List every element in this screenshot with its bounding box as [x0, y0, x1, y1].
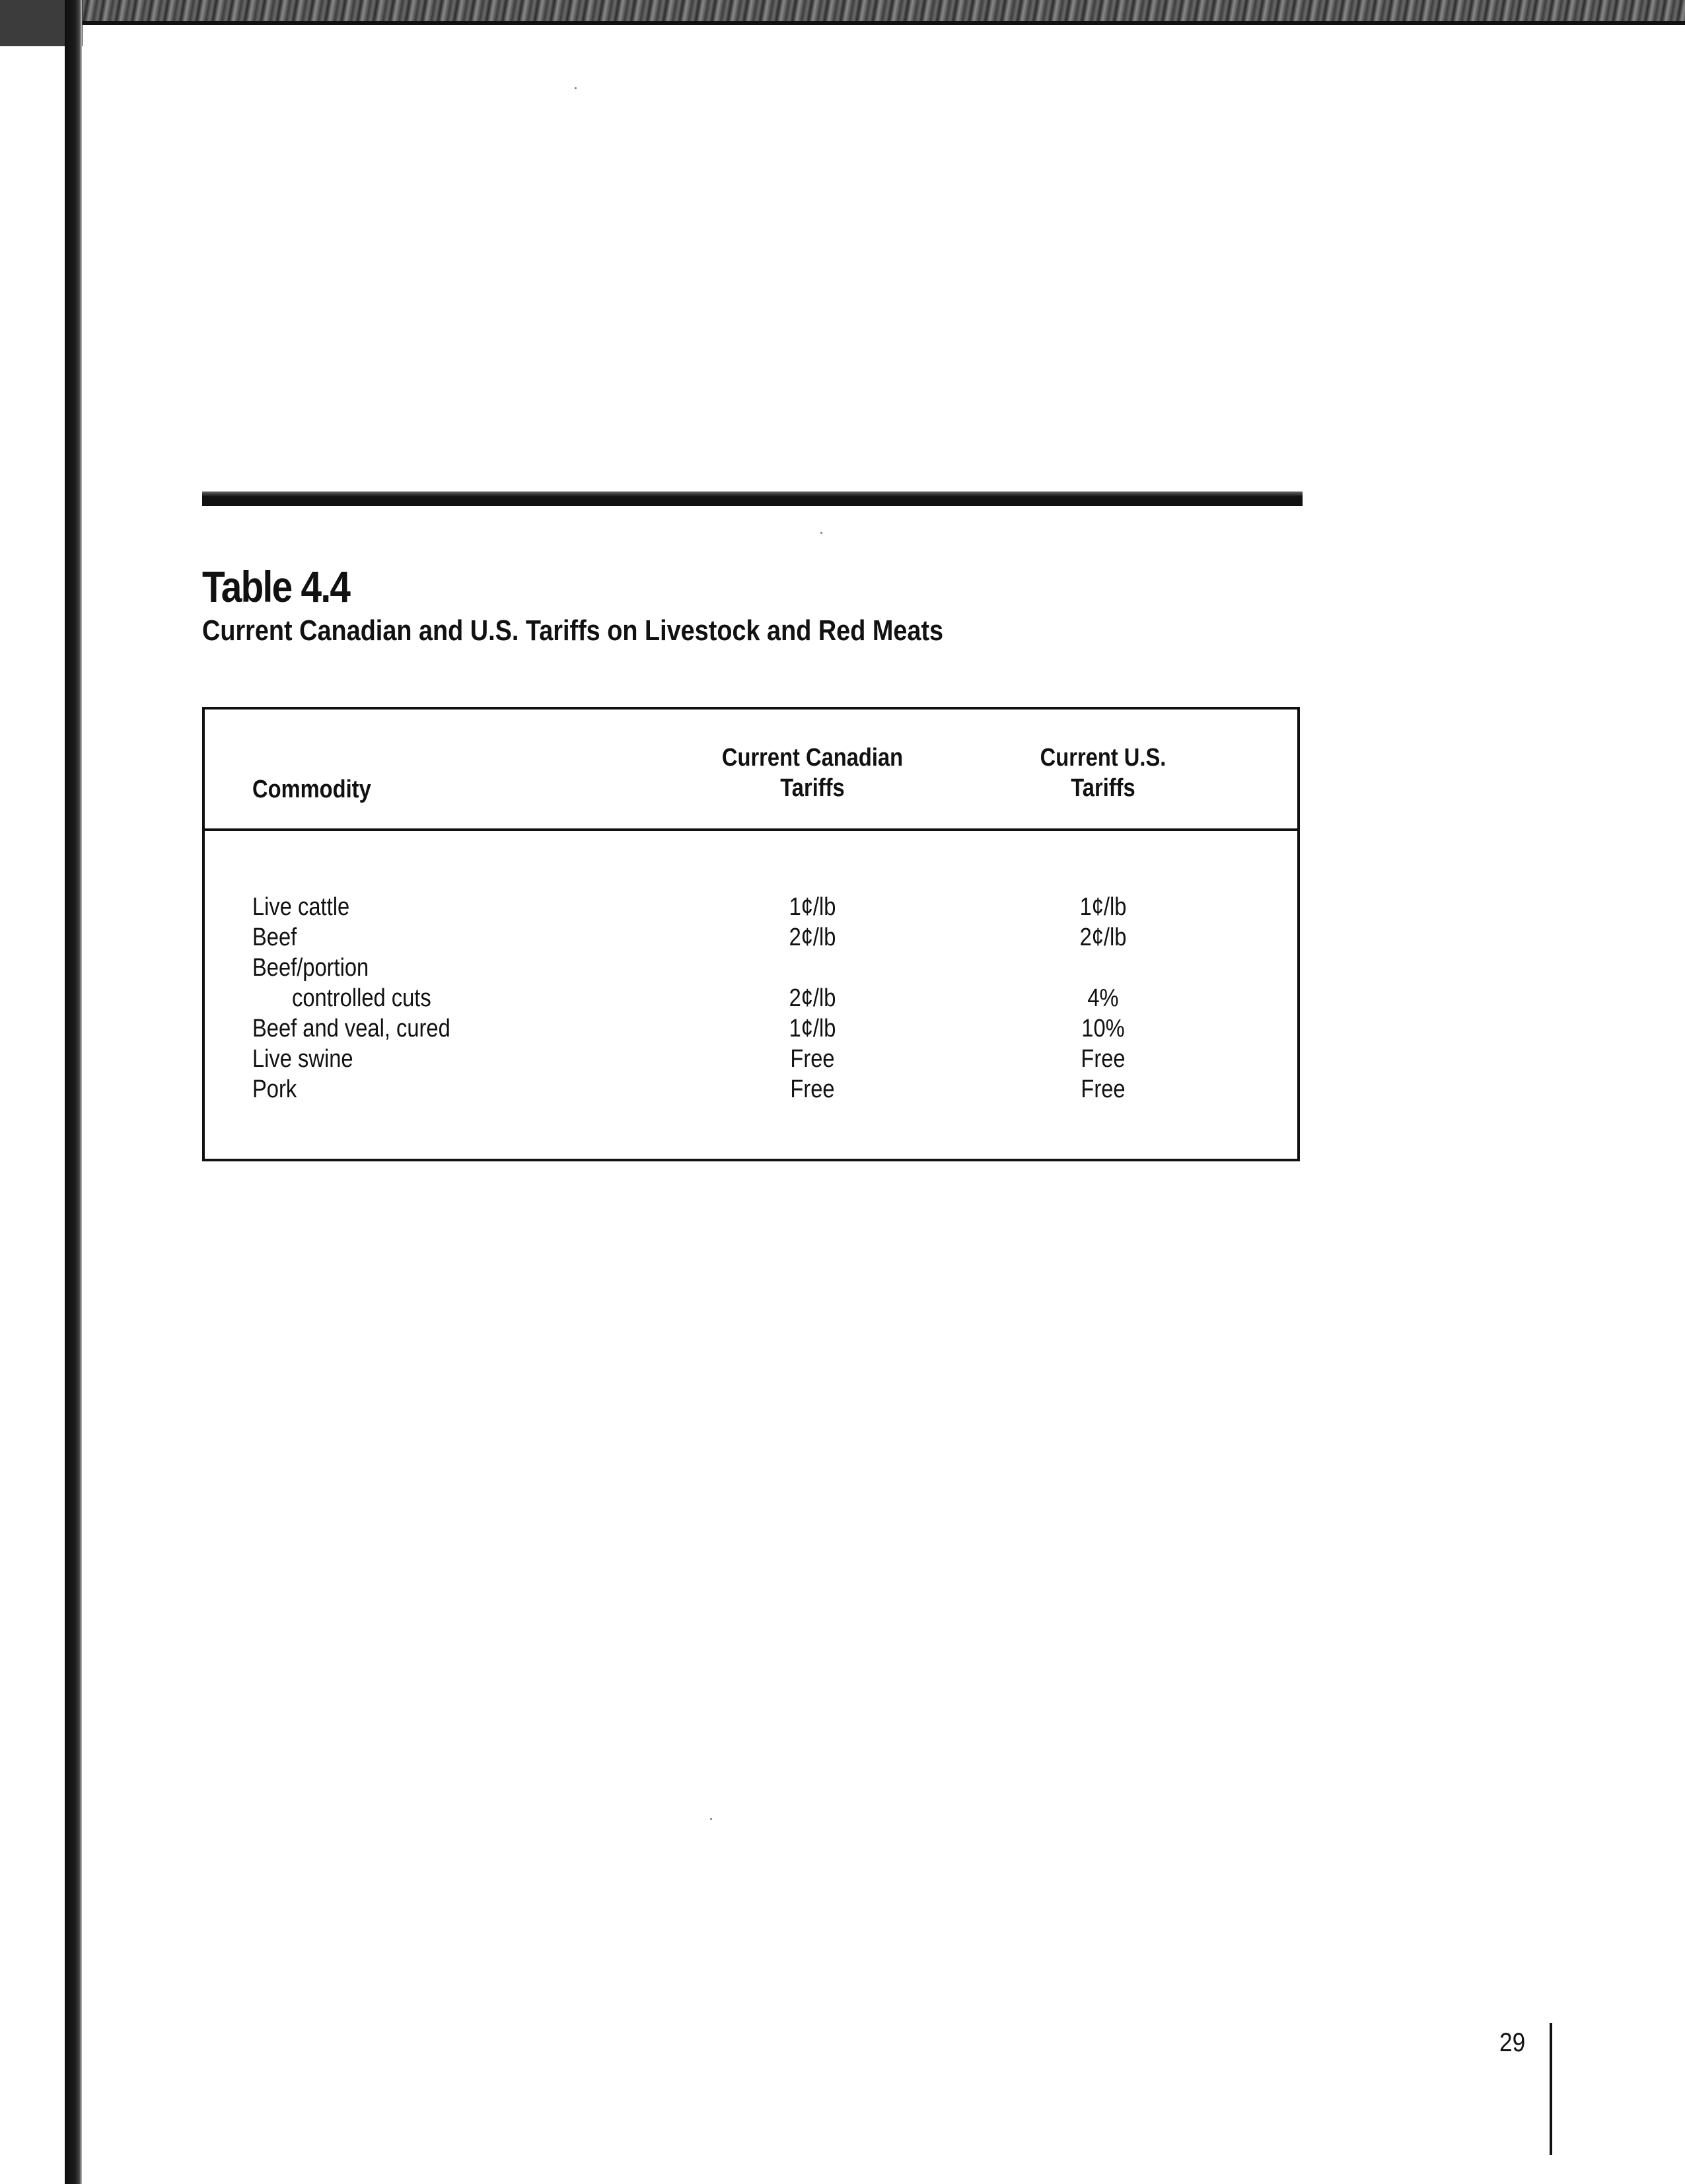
scan-speck	[575, 87, 577, 89]
table-row	[252, 953, 1283, 983]
cell-us-tariff: 4%	[1087, 984, 1119, 1012]
cell-us-tariff: 10%	[1081, 1015, 1125, 1042]
table-row	[252, 922, 1283, 953]
header-canadian-line-2: Tariffs	[780, 774, 845, 802]
header-us-line-1: Current U.S.	[1040, 744, 1166, 772]
scanned-page-top-edge	[0, 0, 1685, 25]
cell-canadian-tariff: 1¢/lb	[789, 893, 836, 921]
cell-commodity: Beef and veal, cured	[252, 1015, 450, 1042]
cell-commodity: Beef	[252, 924, 297, 951]
cell-commodity: Live swine	[252, 1045, 353, 1073]
cell-commodity: Beef/portion	[252, 954, 369, 982]
cell-canadian-tariff: 1¢/lb	[789, 1015, 836, 1042]
cell-canadian-tariff: 2¢/lb	[789, 924, 836, 951]
table-row	[252, 1013, 1283, 1044]
scanned-binding-edge	[65, 0, 82, 2184]
cell-us-tariff: 2¢/lb	[1079, 924, 1127, 951]
header-divider	[205, 828, 1297, 831]
cell-us-tariff: Free	[1081, 1075, 1126, 1103]
table-caption: Current Canadian and U.S. Tariffs on Livestock and Red Meats	[202, 614, 944, 647]
table-number: Table 4.4	[202, 562, 350, 611]
cell-commodity: Pork	[252, 1075, 297, 1103]
page-number-rule	[1550, 2023, 1552, 2155]
header-us-line-2: Tariffs	[1071, 774, 1135, 802]
page-number: 29	[1499, 2028, 1526, 2057]
cell-canadian-tariff: Free	[790, 1045, 835, 1073]
table-body	[252, 892, 1283, 1105]
table-row	[252, 892, 1283, 922]
header-canadian-tariffs	[664, 743, 960, 803]
table-row	[252, 1044, 1283, 1074]
cell-commodity: controlled cuts	[292, 984, 431, 1012]
cell-us-tariff: Free	[1081, 1045, 1126, 1073]
table-row	[252, 1074, 1283, 1105]
table-top-rule	[202, 491, 1303, 506]
header-us-tariffs	[955, 743, 1250, 803]
scan-speck	[710, 1818, 712, 1820]
table-row	[252, 983, 1283, 1013]
cell-canadian-tariff: 2¢/lb	[789, 984, 836, 1012]
header-canadian-line-1: Current Canadian	[721, 744, 904, 772]
tariff-table	[202, 707, 1300, 1161]
cell-canadian-tariff: Free	[790, 1075, 835, 1103]
cell-commodity: Live cattle	[252, 893, 350, 921]
header-commodity: Commodity	[252, 776, 371, 803]
cell-us-tariff: 1¢/lb	[1079, 893, 1127, 921]
scan-speck	[820, 532, 822, 534]
